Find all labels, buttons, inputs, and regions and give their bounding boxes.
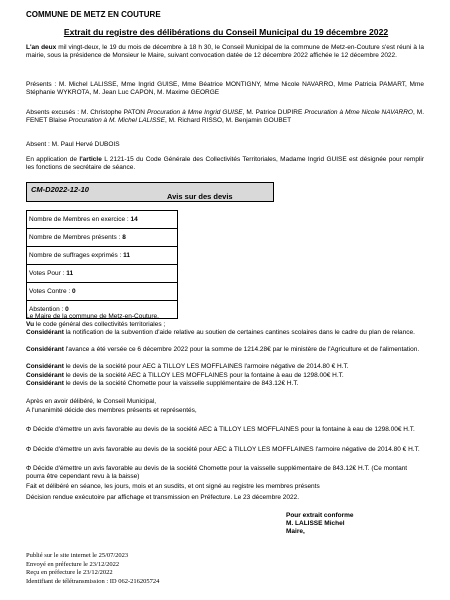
votes-table (26, 210, 178, 319)
deliberation-subject: Avis sur des devis (167, 192, 233, 201)
considerant-text: le devis de la société AEC à TILLOY LES MOFFLAINES pour la fontaine à eau de 1298.00€ H.T. (63, 372, 344, 379)
votes-cell (27, 247, 178, 265)
excuses-paragraph (26, 109, 424, 126)
intro-paragraph (26, 44, 424, 61)
secretaire-paragraph (26, 156, 424, 173)
table-row (27, 247, 178, 265)
signature-title: Maire, (286, 528, 305, 536)
votes-value: 11 (123, 252, 131, 259)
votes-value: 14 (130, 216, 138, 223)
considerant-text: le devis de la société pour AEC à TILLOY LES MOFFLAINES l'armoire négative de 2014.80 € H.T. (63, 363, 349, 370)
absent-paragraph: Absent : M. Paul Hervé DUBOIS (26, 141, 120, 148)
secretaire-a: En application de (26, 156, 80, 163)
votes-cell (27, 229, 178, 247)
publication-block (26, 552, 159, 586)
decision-1: Φ Décide d'émettre un avis favorable au devis de la société AEC à TILLOY LES MOFFLAINES pour la fontaine à eau de 1298.00€ H.T. (26, 426, 415, 433)
considerant-5 (26, 380, 424, 388)
document-title: Extrait du registre des délibérations du Conseil Municipal du 19 décembre 2022 (63, 27, 389, 37)
procuration-1: Procuration à Mme Ingrid GUISE (146, 109, 243, 116)
procuration-2: Procuration à Mme Nicole NAVARRO (304, 109, 413, 116)
votes-label: Votes Pour : (29, 270, 67, 277)
votes-value: 11 (66, 270, 74, 277)
publication-line: Identifiant de télétransmission : ID 062-216205724 (26, 577, 160, 585)
presents-paragraph: Présents : M. Michel LALISSE, Mme Ingrid GUISE, Mme Béatrice MONTIGNY, Mme Nicole NAVARRO, Mme Patricia PAMART, Mme Stéphanie WYKROTA, M. Jean Luc CAPON, M. Maxime GEORGE (26, 81, 424, 97)
considerant-label: Considérant (26, 346, 64, 353)
considerant-3 (26, 363, 424, 371)
votes-value: 0 (65, 306, 69, 313)
decision-2: Φ Décide d'émettre un avis favorable au devis de la société pour AEC à TILLOY LES MOFFLAINES l'armoire négative de 2014.80 € H.T. (26, 446, 420, 453)
unanimite-line: A l'unanimité décide des membres présents et représentés, (26, 407, 197, 414)
publication-line: Reçu en préfecture le 23/12/2022 (26, 569, 113, 576)
commune-heading: COMMUNE DE METZ EN COUTURE (26, 10, 161, 19)
table-row (27, 229, 178, 247)
procuration-3: Procuration à M. Michel LALISSE (68, 117, 165, 125)
votes-cell (27, 265, 178, 283)
votes-label: Votes Contre : (29, 288, 72, 295)
deliberation-code: CM-D2022-12-10 (31, 185, 89, 194)
publication-line: Publié sur le site internet le 25/07/2023 (26, 552, 129, 559)
intro-lead: L'an deux (26, 44, 57, 51)
secretaire-article: l'article (79, 156, 102, 163)
excuses-label: Absents excusés : M. Christophe PATON (26, 109, 147, 116)
maire-line: Le Maire de la commune de Metz-en-Couture, (26, 313, 159, 320)
considerant-2 (26, 346, 424, 354)
votes-value: 8 (122, 234, 126, 241)
votes-label: Nombre de Membres présents : (29, 234, 123, 241)
table-row (27, 265, 178, 283)
intro-text: mil vingt-deux, le 19 du mois de décembre à 18 h 30, le Conseil Municipal de la commune de Metz-en-Couture s'est réuni à la mairie, sous la présidence de Monsieur le Maire, suivant convocation datée de 12 décembre 2022 affichée le 12 décembre 2022. (26, 44, 424, 60)
signature-name: M. LALISSE Michel (286, 520, 345, 528)
vu-label: Vu (26, 321, 35, 328)
considerant-label: Considérant (26, 372, 64, 379)
excuses-end: , M. Richard RISSO, M. Benjamin GOUBET (164, 117, 292, 125)
publication-line: Envoyé en préfecture le 23/12/2022 (26, 560, 120, 568)
votes-cell (27, 211, 178, 229)
table-row (27, 283, 178, 301)
considerant-text: la notification de la subvention d'aide relative au soutien de certaines cantines scolaires dans le cadre du plan de relance. (63, 329, 415, 336)
considerant-1 (26, 329, 424, 337)
vu-text: le code général des collectivités territoriales ; (34, 321, 166, 328)
signature-block (286, 512, 354, 537)
table-row (27, 211, 178, 229)
considerant-label: Considérant (26, 380, 64, 387)
votes-label: Nombre de suffrages exprimés : (29, 252, 124, 259)
votes-cell (27, 283, 178, 301)
votes-value: 0 (72, 288, 76, 295)
secretaire-c: L 2121-15 du Code Générale des Collectivités Territoriales, Madame Ingrid GUISE est désignée pour remplir les fonctions de secrétaire de séance. (26, 156, 424, 172)
decision-3: Φ Décide d'émettre un avis favorable au devis de la société Chomette pour la vaisselle supplémentaire de 843.12€ H.T. (Ce montant pourra être cependant revu à la baisse) (26, 465, 408, 481)
considerant-label: Considérant (26, 363, 64, 370)
executoire-line: Décision rendue exécutoire par affichage et transmission en Préfecture. Le 23 décembre 2022. (26, 494, 300, 501)
votes-label: Abstention : (29, 306, 66, 313)
votes-label: Nombre de Membres en exercice : (29, 216, 131, 223)
excuses-mid-2: , M. FENET Blaise (26, 109, 424, 125)
signature-line-1: Pour extrait conforme (286, 512, 354, 519)
considerant-text: le devis de la société Chomette pour la vaisselle supplémentaire de 843.12€ H.T. (63, 380, 299, 387)
considerant-text: l'avance a été versée ce 6 décembre 2022 pour la somme de 1214.28€ par le ministère de l'Agriculture et de l'alimentation. (63, 346, 420, 353)
apres-line: Après en avoir délibéré, le Conseil Municipal, (26, 398, 157, 405)
excuses-mid-1: , M. Patrice DUPIRE (242, 109, 305, 116)
considerant-label: Considérant (26, 329, 64, 336)
deliberation-banner (26, 182, 274, 202)
fait-line: Fait et délibéré en séance, les jours, mois et an susdits, et ont signé au registre les membres présents (26, 483, 320, 490)
